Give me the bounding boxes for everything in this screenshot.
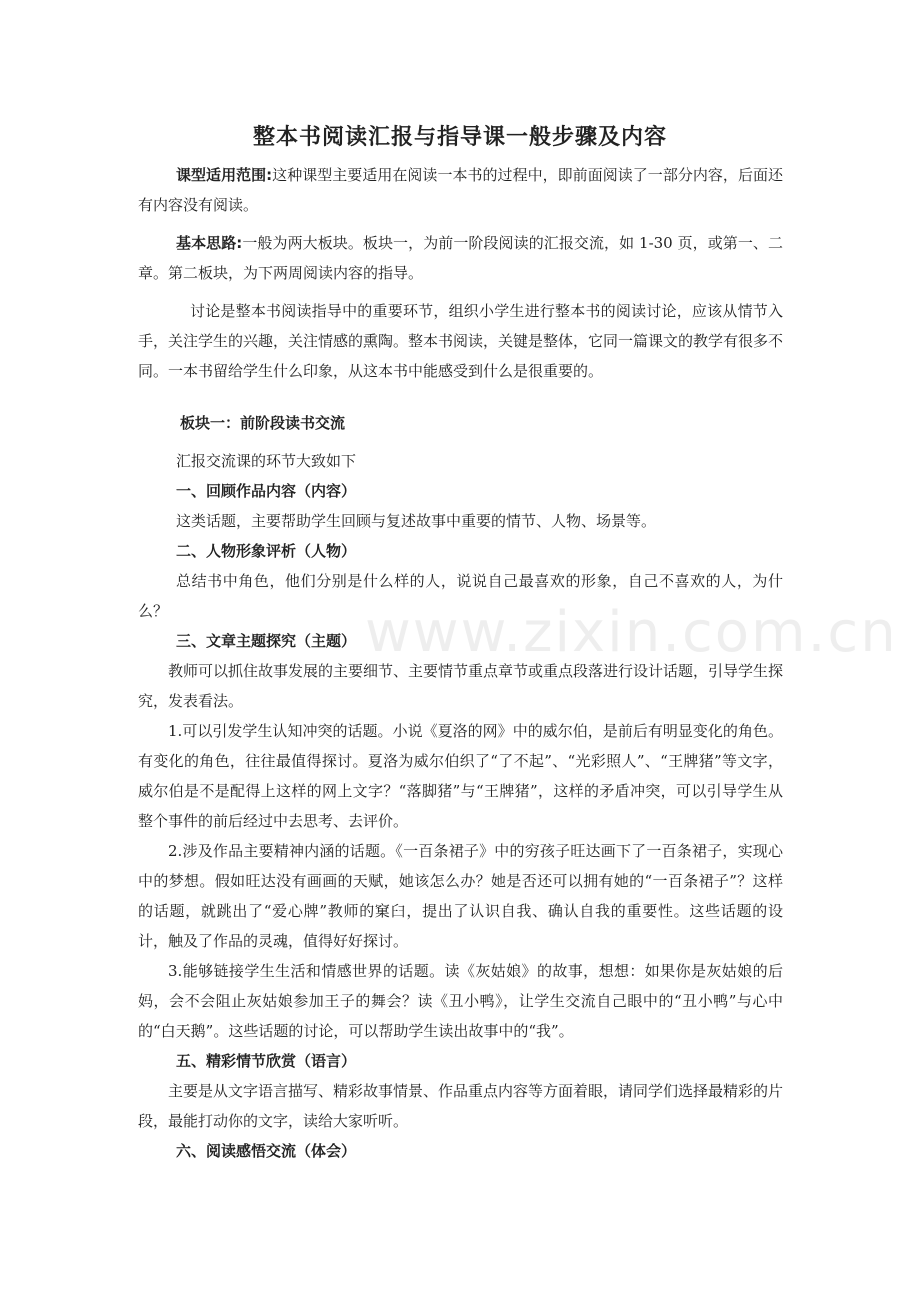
section2-heading: 二、人物形象评析（人物）: [176, 542, 357, 560]
intro-paragraph: 汇报交流课的环节大致如下: [176, 452, 357, 470]
section5-heading: 五、精彩情节欣赏（语言）: [176, 1052, 357, 1070]
section3-text: 教师可以抓住故事发展的主要细节、主要情节重点章节或重点段落进行设计话题，引导学生探究，发表看法。: [138, 662, 784, 710]
section1-heading: 一、回顾作品内容（内容）: [176, 482, 357, 500]
scope-text: 这种课型主要适用在阅读一本书的过程中，即前面阅读了一部分内容，后面还有内容没有阅读。: [138, 166, 783, 214]
idea-paragraph: [138, 228, 783, 288]
watermark: www.zixin.com.cn: [365, 600, 898, 665]
section3-item-2: 2.涉及作品主要精神内涵的话题。《一百条裙子》中的穷孩子旺达画下了一百条裙子，实现心中的梦想。假如旺达没有画画的天赋，她该怎么办？她是否还可以拥有她的“一百条裙子”？这样的话题，就跳出了“爱心牌”教师的窠臼，提出了认识自我、确认自我的重要性。这些话题的设计，触及了作品的灵魂，值得好好探讨。: [138, 842, 783, 950]
section3-item-1: 1.可以引发学生认知冲突的话题。小说《夏洛的网》中的威尔伯，是前后有明显变化的角色。有变化的角色，往往最值得探讨。夏洛为威尔伯织了“了不起”、“光彩照人”、“王牌猪”等文字，威尔伯是不是配得上这样的网上文字？“落脚猪”与“王牌猪”，这样的矛盾冲突，可以引导学生从整个事件的前后经过中去思考、去评价。: [138, 722, 783, 830]
section2-text: 总结书中角色，他们分别是什么样的人，说说自己最喜欢的形象，自己不喜欢的人，为什么？: [138, 572, 783, 620]
idea-label: 基本思路:: [176, 234, 243, 252]
scope-paragraph: [138, 160, 783, 220]
section6-heading: 六、阅读感悟交流（体会）: [176, 1142, 357, 1160]
section5-text: 主要是从文字语言描写、精彩故事情景、作品重点内容等方面着眼，请同学们选择最精彩的片段，最能打动你的文字，读给大家听听。: [138, 1082, 784, 1130]
document-title: 整本书阅读汇报与指导课一般步骤及内容: [252, 125, 667, 150]
discussion-paragraph: 讨论是整本书阅读指导中的重要环节，组织小学生进行整本书的阅读讨论，应该从情节入手，关注学生的兴趣，关注情感的熏陶。整本书阅读，关键是整体，它同一篇课文的教学有很多不同。一本书留给学生什么印象，从这本书中能感受到什么是很重要的。: [138, 302, 784, 380]
section3-item-3: 3.能够链接学生生活和情感世界的话题。读《灰姑娘》的故事，想想：如果你是灰姑娘的后妈，会不会阻止灰姑娘参加王子的舞会？读《丑小鸭》，让学生交流自己眼中的“丑小鸭”与心中的“白天鹅”。这些话题的讨论，可以帮助学生读出故事中的“我”。: [138, 962, 783, 1040]
idea-text: 一般为两大板块。板块一，为前一阶段阅读的汇报交流，如 1-30 页，或第一、二章。第二板块，为下两周阅读内容的指导。: [138, 234, 783, 282]
board1-heading: 板块一：前阶段读书交流: [180, 414, 346, 432]
section1-text: 这类话题，主要帮助学生回顾与复述故事中重要的情节、人物、场景等。: [176, 512, 657, 530]
scope-label: 课型适用范围:: [176, 166, 273, 184]
section3-heading: 三、文章主题探究（主题）: [176, 632, 357, 650]
